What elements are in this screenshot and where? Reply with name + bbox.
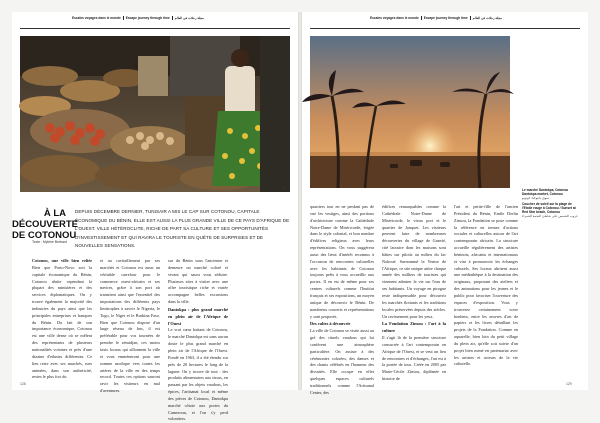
- body-paragraph: La ville de Cotonou se visite aussi au gré des rituels vaudous qui lui confèrent une atmosphère particulière. On assiste à des cérémonies colorées, des danses et des chants célébrés en l'honneur des divinités. Elle occupe en effet quelques espaces culturels traditionnels comme l'Artisanal Center, des: [310, 328, 374, 395]
- body-paragraph: l'art et petite-fille de l'ancien Président du Bénin, Emile Derlin Zinsou, la Fondation se pose comme la référence en termes d'actions sociales et culturelles autour de l'art contemporain africain. La structure accueille régulièrement des artistes béninois, africains et internationaux et vise à promouvoir les échanges culturels. Ses locaux abritent aussi une médiathèque à la destination des originaux, proposant des ateliers et des animations pour les jeunes et le public pour favoriser l'ouverture des espaces d'exposition. Vous y trouverez certainement votre bonheur, entre les œuvres d'art de papiers et les livres détaillant les projets de la Fondation. Comme en aquarelle, bien loin du petit village du plein air, qu'elle soit suivie d'un projet bien mené en partenariat avec les artistes et acteurs de la vie culturelle.: [454, 204, 518, 367]
- page-number: 129: [566, 382, 572, 386]
- photo-credit: ©: [502, 183, 505, 187]
- body-paragraph: Le vrai cœur battant de Cotonou, le marché Dantokpa est sans aucun doute le plus grand marché en plein air de l'Afrique de l'Ouest. Fondé en 1963, il a été étendu sur près de 20 hectares le long de la lagune. On y trouve de tout : des produits alimentaires aux tissus, en passant par les objets vaudous, les épices, l'artisanat local et même des pièces de Cotonou, Dantokpa marché côtoie aux portes du Cameroun, et l'on s'y perd volontiers.: [168, 327, 228, 422]
- left-column-3: [168, 258, 228, 422]
- photo-credit: ©: [283, 187, 286, 191]
- header-rule: [310, 28, 580, 29]
- right-running-head: [370, 16, 502, 25]
- running-head-ar: مجلة رحلات في العالم: [472, 16, 502, 20]
- body-paragraph: et au ravitaillement par ses marchés et Cotonou est aussi un véritable carrefour pour le commerce ouest-africain et ses navires, grâce à son port où transitent ainsi que l'essentiel des importations des différents pays limitrophes à savoir le Nigeria, le Togo, le Niger et le Burkina Faso. Bien que Cotonou dispose d'un large réseau de bus, il est préférable pour vos tournées de prendre le zémidjan, ces motos taxis locaux qui sillonnent la ville et vous emmèneront pour une somme modique vers toutes les artères de la ville en des temps record. Toutes ces options sauront ravir les visiteurs en mal d'aventures.: [100, 258, 160, 394]
- running-head-en: Escape journey through time: [423, 16, 468, 20]
- running-head-ar: مجلة رحلات في العالم: [174, 16, 204, 20]
- photo-caption: [522, 188, 582, 218]
- author-line: Texte : Mylène Bertrant: [32, 240, 67, 244]
- beach-photo-illustration: [310, 36, 510, 188]
- title-line-2: DÉCOUVERTE: [12, 219, 78, 230]
- running-head-en: Escape journey through time: [125, 16, 170, 20]
- body-paragraph: Il s'agit là de la première structure consacrée à l'art contemporain en Afrique de l'Ouest, et se veut un lieu de rencontres et d'échanges, l'art est à la portée de tous. Créée en 2005 par Marie-Cécile Zinsou, diplômée en histoire de: [382, 335, 446, 382]
- subheading: La Fondation Zinsou : l'art à la culture: [382, 321, 446, 334]
- body-paragraph: sur du Bénin sous l'ancienne et demeure un marché coloré et vivant qui saura vous séduire. Plusieurs sites à visiter avec une offre touristique riche et variée accompagne belles excursions dans la ville.: [168, 258, 228, 305]
- left-page: [12, 12, 298, 422]
- running-head-fr: Escales voyages dans le monde: [370, 16, 419, 20]
- right-column-3: [454, 204, 518, 380]
- subheading: Des cultes à découvrir: [310, 321, 351, 327]
- article-title: [12, 208, 78, 241]
- running-head-fr: Escales voyages dans le monde: [72, 16, 121, 20]
- left-running-head: [72, 16, 204, 25]
- lead-paragraph: DEPUIS DÉCEMBRE DERNIER, TUNISAIR A MIS LE CAP SUR COTONOU, CAPITALE ÉCONOMIQUE DU BÉNIN, ELLE EST AUSSI LA PLUS GRANDE VILLE DE CE PAYS D'AFRIQUE DE L'OUEST. VILLE HÉTÉROCLITE, RICHE DE PART SA CULTURE ET SES OPPORTUNITÉS D'INVESTISSEMENT ET QUI RAVIRA LE TOURISTE EN QUÊTE DE SURPRISES ET DE NOUVELLES SENSATIONS.: [75, 209, 290, 249]
- header-rule: [20, 28, 290, 29]
- caption-ar: سوق دانتوكبا، كوتونو: [522, 196, 550, 201]
- title-line-3: DE COTONOU: [12, 230, 77, 241]
- right-column-2: [382, 204, 446, 380]
- body-paragraph: édifices remarquables comme la Cathédrale Notre-Dame de Miséricorde, le vieux port et le quartier de Jonquet. Les visiteurs peuvent faire de nombreuses découvertes du village de Ganvié, cité lacustre dont les maisons sont bâties sur pilotis au milieu du lac Nokoué. Surnommé la Venise de l'Afrique, ce site unique attire chaque année des milliers de touristes qui viennent admirer la vie sur l'eau de ses habitants. Un voyage en pirogue reste indispensable pour découvrir les marchés flottants et les traditions locales préservées depuis des siècles. Un ravissement pour les yeux.: [382, 204, 446, 319]
- market-photo: [20, 36, 290, 192]
- body-paragraph: Cotonou, une ville bien reliée Bien que Porto-Novo soit la capitale économique du Bénin, Cotonou abrite cependant la plupart des ministères et des services diplomatiques. On y trouve également la majorité des industries du pays ainsi que les principales entreprises et banques du Bénin. Du fait de son importance économique, Cotonou est une ville dense où se mêlent des représentants de plusieurs nationalités voisines et près d'une dizaine d'ethnies différentes. Ce lieu reste avec ses marchés, rues animées, dans son autheticité, restes le plus fort du: [32, 258, 92, 380]
- right-page: [302, 12, 588, 395]
- caption2-ar: غروب الشمس على شاطئ النجمة الحمراء: [522, 214, 578, 219]
- left-column-2: [100, 258, 160, 394]
- page-number: 128: [20, 382, 26, 386]
- market-photo-illustration: [20, 36, 290, 192]
- title-line-1: À LA: [43, 208, 66, 219]
- subheading: Dantokpa : plus grand marché en plein air de l'Afrique de l'Ouest: [168, 306, 228, 326]
- caption-fr: Le marché Dantokpa, Cotonou Dantokpa market, Cotonou: [522, 188, 569, 197]
- beach-photo: [310, 36, 510, 188]
- body-paragraph: quartiers tout en ne perdant pas de vue les vestiges, ainsi des portions d'architecture comme la Cathédrale Notre-Dame de Miséricorde, érigée dans le style colonial, et bon nombre d'édifices religieux avec leurs représentations. On vous suggérera aussi des lieux d'intérêt reconnus à l'occasion de rencontres culturelles avec les habitants de Cotonou toujours prêts à vous accueillir aux portes. Il en est de même pour ses centres culturels comme l'Institut français et ses expositions, un moyen unique de découvrir le Bénin. De nombreux concerts et représentations y sont proposés.: [310, 204, 374, 319]
- right-column-1: [310, 204, 374, 395]
- left-column-1: [32, 258, 92, 378]
- caption2-fr: Coucher de soleil sur la plage de l'Etoile rouge à Cotonou / Sunset at Red Star beach, Cotonou: [522, 201, 576, 215]
